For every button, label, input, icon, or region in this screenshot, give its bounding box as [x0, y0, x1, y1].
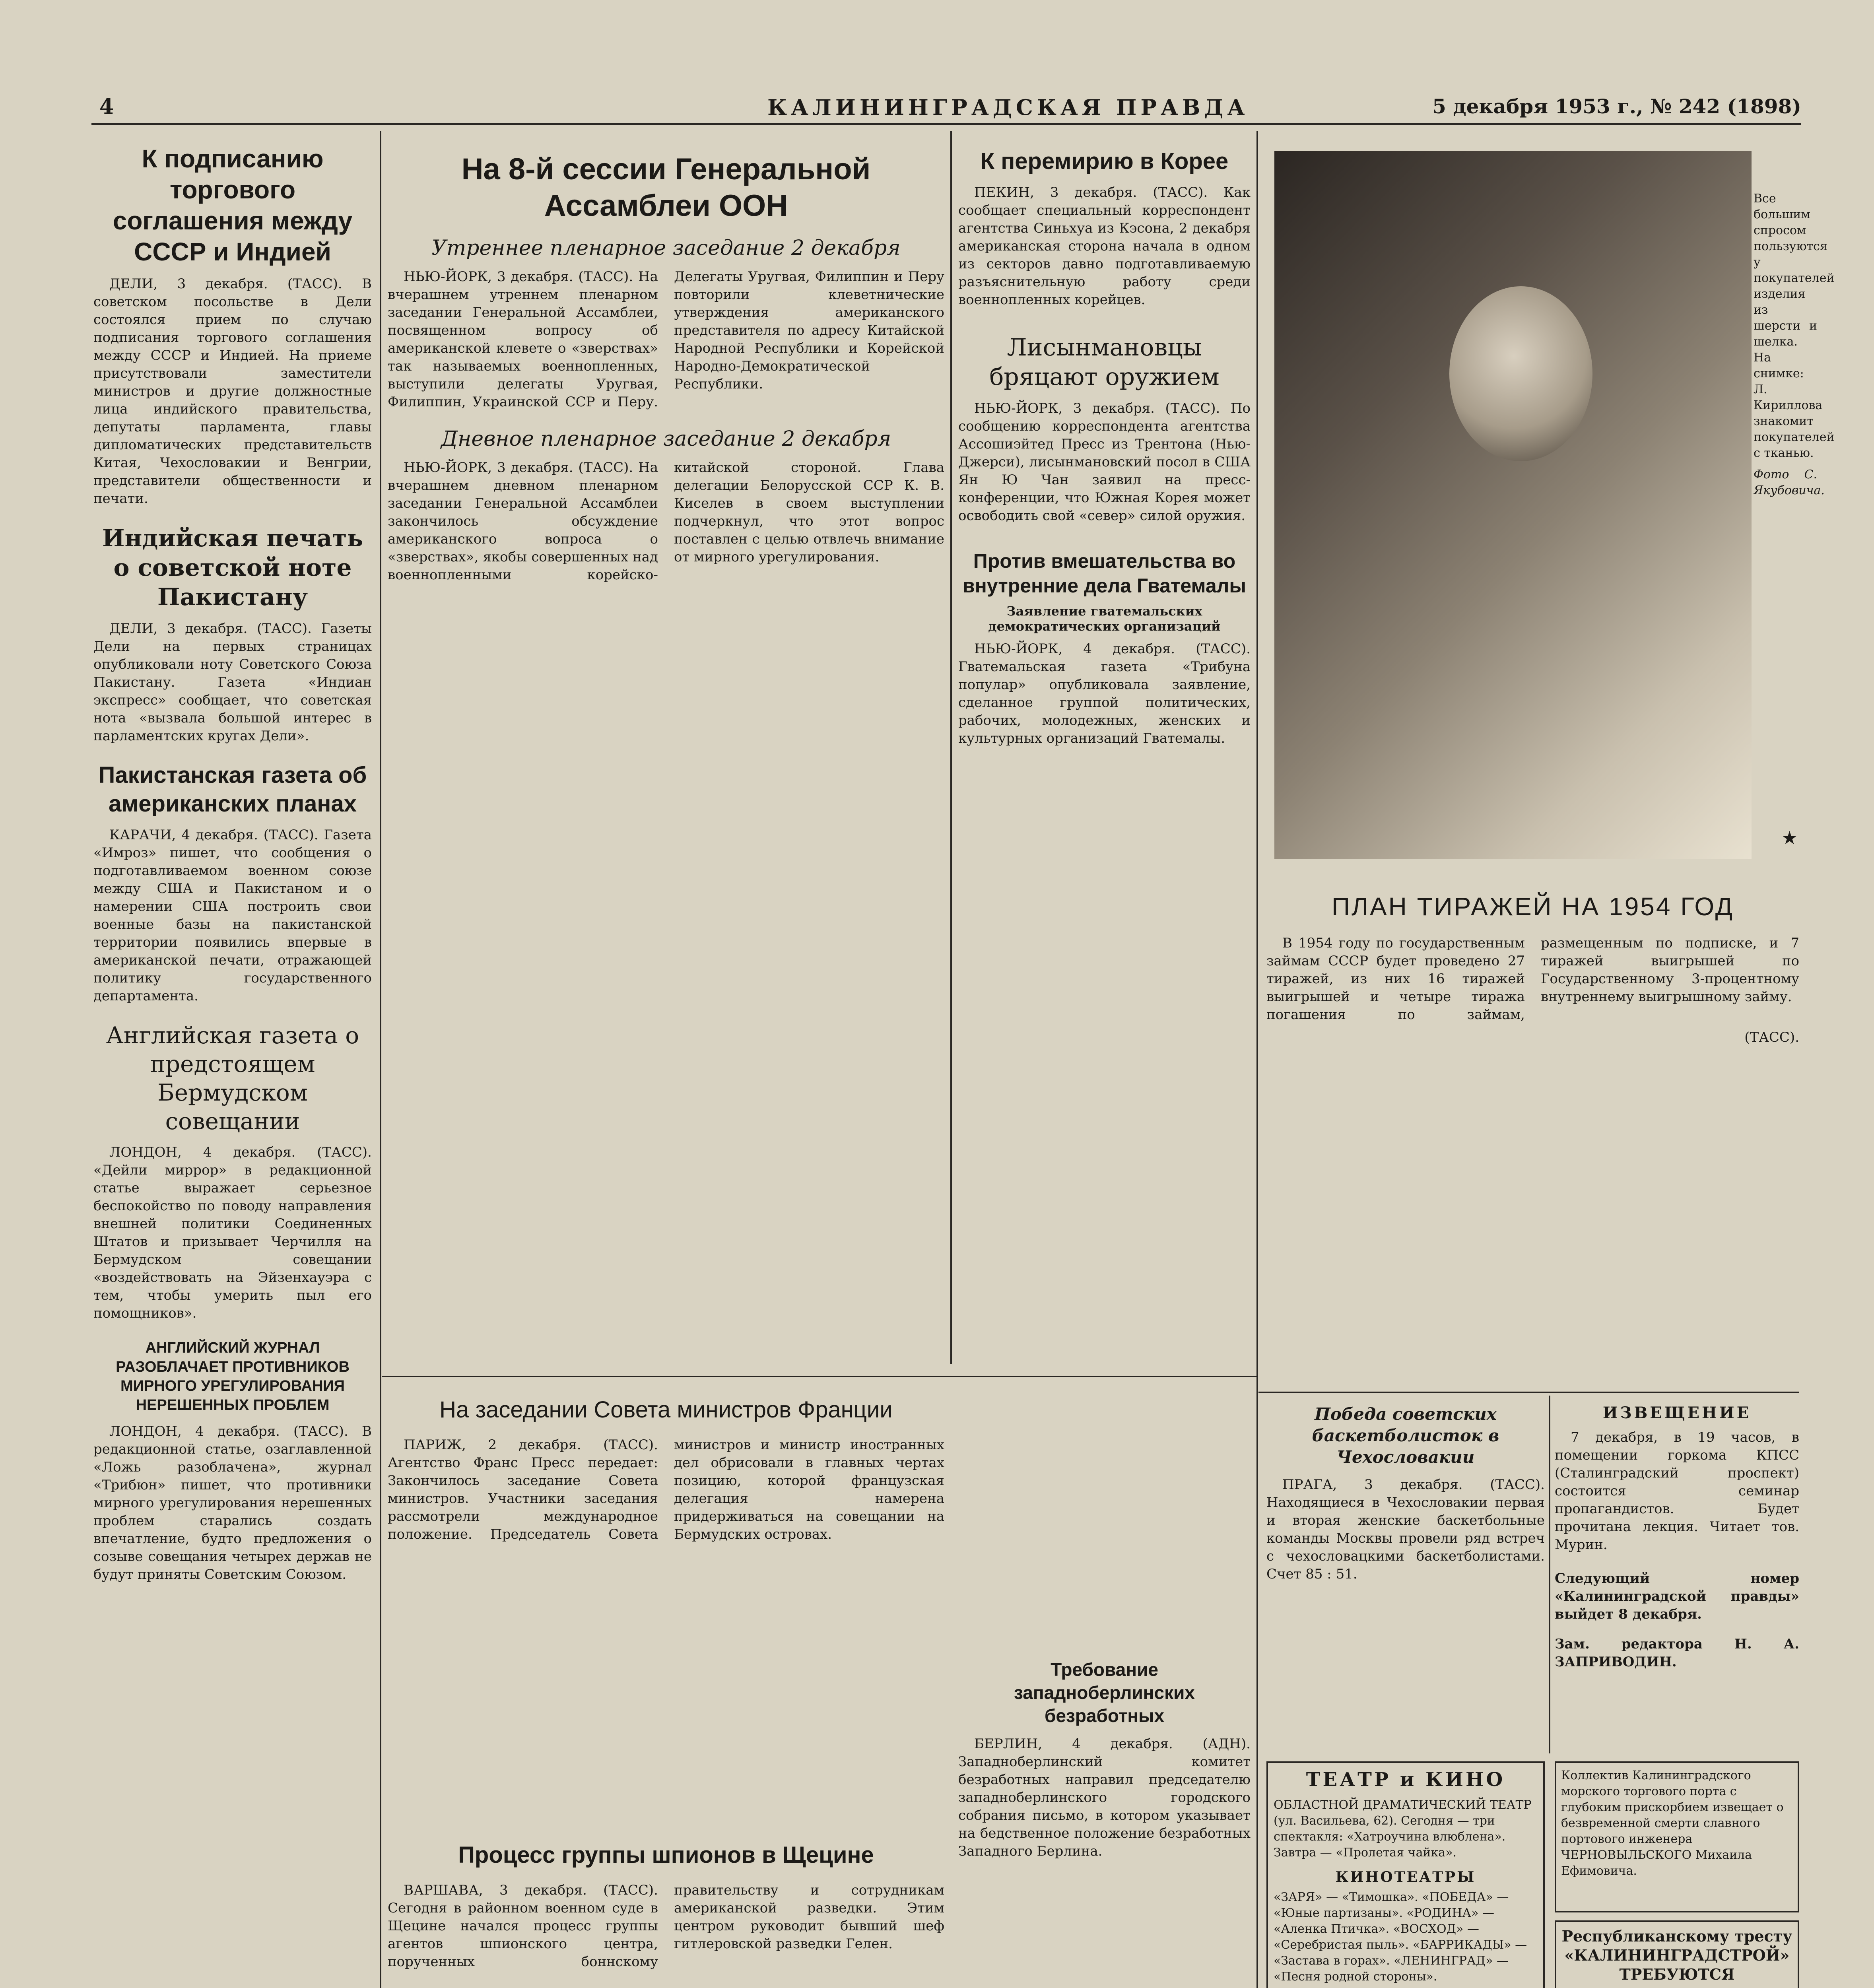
article-text: БЕРЛИН, 4 декабря. (АДН). Западноберлинский комитет безработных направил председателю западноберлинского городского собрания письмо, в котором указывает на бедственное положение безработных Западного Берлина.	[958, 1736, 1251, 1859]
obituary-box	[1555, 1761, 1799, 1912]
editor-line: Зам. редактора Н. А. ЗАПРИВОДИН.	[1555, 1636, 1799, 1670]
france-article	[388, 1384, 944, 1821]
draws-plan	[1266, 887, 1799, 1384]
article-subtitle: Утреннее пленарное заседание 2 декабря	[431, 236, 901, 260]
article-text: ВАРШАВА, 3 декабря. (ТАСС). Сегодня в районном военном суде в Щецине начался процесс группы агентов шпионского центра, порученных боннскому правительству и сотрудникам американской разведки. Этим центром руководит бывший шеф гитлеровской разведки Гелен.	[388, 1882, 944, 1970]
column-rule	[1256, 131, 1258, 1988]
article-title: АНГЛИЙСКИЙ ЖУРНАЛ РАЗОБЛАЧАЕТ ПРОТИВНИКОВ МИРНОГО УРЕГУЛИРОВАНИЯ НЕРЕШЕННЫХ ПРОБЛЕМ	[116, 1340, 350, 1413]
article-title: Пакистанская газета об американских планах	[98, 762, 367, 817]
article-title: Лисынмановцы бряцают оружием	[989, 334, 1220, 391]
star-icon: ★	[1781, 827, 1798, 848]
column-rule	[1549, 1396, 1550, 1753]
section-rule	[1258, 1392, 1799, 1393]
article-text: НЬЮ-ЙОРК, 4 декабря. (ТАСС). Гватемальская газета «Трибуна популар» опубликовала заявление, сделанное группой политических, рабочих, молодежных, женских и культурных организаций Гватемалы.	[958, 641, 1251, 746]
ad-title: Республиканскому тресту «КАЛИНИНГРАДСТРОЙ» ТРЕБУЮТСЯ	[1561, 1927, 1792, 1983]
source-tag: (ТАСС).	[1744, 1029, 1799, 1045]
column-rule	[380, 131, 381, 1988]
article-title: К подписанию торгового соглашения между СССР и Индией	[113, 144, 353, 266]
page-number: 4	[99, 95, 114, 119]
article-text: НЬЮ-ЙОРК, 3 декабря. (ТАСС). На вчерашнем утреннем пленарном заседании Генеральной Ассамблеи, посвященном вопросу об американской клевете о «зверствах» так называемых военнопленных, выступили делегаты Уругвая, Филиппин, Украинской ССР и Перу. Делегаты Уругвая, Филиппин и Перу повторили клеветнические утверждения американского представителя по адресу Китайской Народной Республики и Корейской Народно-Демократической Республики.	[388, 269, 944, 410]
article-title: Победа советских баскетболисток в Чехословакии	[1312, 1404, 1499, 1467]
theatre-text: ОБЛАСТНОЙ ДРАМАТИЧЕСКИЙ ТЕАТР (ул. Васильева, 62). Сегодня — три спектакля: «Хатроучина влюблена». Завтра — «Пролетая чайка».	[1274, 1798, 1532, 1860]
next-issue: Следующий номер «Калининградской правды» выйдет 8 декабря.	[1555, 1571, 1799, 1622]
notice-text: 7 декабря, в 19 часов, в помещении горкома КПСС (Сталинградский проспект) состоится семинар пропагандистов. Будет прочитана лекция. Читает тов. Мурин.	[1555, 1429, 1799, 1553]
article-title: ПЛАН ТИРАЖЕЙ НА 1954 ГОД	[1331, 892, 1734, 921]
article-title: Требование западноберлинских безработных	[1014, 1659, 1195, 1726]
masthead: КАЛИНИНГРАДСКАЯ ПРАВДА	[767, 95, 1249, 120]
photo-credit: Фото С. Якубовича.	[1754, 468, 1825, 497]
article-title: Против вмешательства во внутренние дела Гватемалы	[962, 550, 1247, 597]
article-title: На заседании Совета министров Франции	[439, 1397, 893, 1423]
article-text: НЬЮ-ЙОРК, 3 декабря. (ТАСС). По сообщению корреспондента агентства Ассошиэйтед Пресс из Трентона (Нью-Джерси), лисынмановский посол в США Ян Ю Чан заявил на пресс-конференции, что Южная Корея может освободить свой «север» силой оружия.	[958, 400, 1251, 524]
article-text: ДЕЛИ, 3 декабря. (ТАСС). В советском посольстве в Дели состоялся прием по случаю подписания торгового соглашения между СССР и Индией. На приеме присутствовали заместители министров и другие должностные лица индийского правительства, депутаты парламента, главы дипломатических представительств Китая, Чехословакии и Венгрии, представители общественности и печати.	[93, 276, 372, 507]
article-text: ПАРИЖ, 2 декабря. (ТАСС). Агентство Франс Пресс передает: Закончилось заседание Совета министров. Участники заседания рассмотрели международное положение. Председатель Совета министров и министр иностранных дел обрисовали в главных чертах позицию, которой французская делегация намерена придерживаться на совещании на Бермудских островах.	[388, 1437, 944, 1542]
box-title: ТЕАТР и КИНО	[1306, 1769, 1505, 1791]
page-header	[91, 91, 1801, 125]
cinema-text: «ЗАРЯ» — «Тимошка». «ПОБЕДА» — «Юные партизаны». «РОДИНА» — «Аленка Птичка». «ВОСХОД» — «Серебристая пыль». «БАРРИКАДЫ» — «Застава в горах». «ЛЕНИНГРАД» — «Песня родной стороны».	[1274, 1890, 1527, 1984]
notice-block	[1555, 1400, 1799, 1757]
berlin-article	[958, 1650, 1251, 1988]
article-subtitle: Заявление гватемальских демократических организаций	[988, 604, 1221, 634]
column-1	[93, 135, 372, 1988]
article-title: На 8-й сессии Генеральной Ассамблеи ООН	[461, 152, 871, 223]
article-text: КАРАЧИ, 4 декабря. (ТАСС). Газета «Имроз» пишет, что сообщения о подготавливаемом военном союзе между США и Пакистаном и о намерении США построить свои военные базы на пакистанской территории появились впервые в американской печати, отражающей политику государственного департамента.	[93, 827, 372, 1004]
box-title: КИНОТЕАТРЫ	[1335, 1869, 1476, 1885]
article-text: ПРАГА, 3 декабря. (ТАСС). Находящиеся в Чехословакии первая и вторая женские баскетбольные команды Москвы провели ряд встреч с чехословацкими баскетболистами. Счет 85 : 51.	[1266, 1477, 1545, 1582]
column-2	[388, 135, 944, 1368]
article-text: ПЕКИН, 3 декабря. (ТАСС). Как сообщает специальный корреспондент агентства Синьхуа из Кэсона, 2 декабря американская сторона начала в одном из секторов давно подготавливаемую разъяснительную работу среди военнопленных корейцев.	[958, 184, 1251, 308]
basketball-article	[1266, 1400, 1545, 1757]
portrait-figure	[1449, 286, 1592, 461]
article-text: ЛОНДОН, 4 декабря. (ТАСС). В редакционной статье, озаглавленной «Ложь разоблачена», журнал «Трибюн» пишет, что противники мирного урегулирования нерешенных проблем старались создать впечатление, будто предложения о созыве совещания четырех держав не будут приняты Советским Союзом.	[93, 1423, 372, 1582]
article-title: Индийская печать о советской ноте Пакистану	[102, 524, 363, 611]
article-title: Процесс группы шпионов в Щецине	[458, 1842, 874, 1868]
obituary-text: Коллектив Калининградского морского торгового порта с глубоким прискорбием извещает о безвременной смерти славного портового инженера ЧЕРНОВЫЛЬСКОГО Михаила Ефимовича.	[1561, 1769, 1784, 1878]
notice-title: ИЗВЕЩЕНИЕ	[1602, 1404, 1752, 1422]
article-title: К перемирию в Корее	[980, 148, 1229, 174]
trust-ad	[1555, 1920, 1799, 1988]
article-title: Английская газета о предстоящем Бермудском совещании	[106, 1022, 359, 1135]
photo-caption	[1754, 191, 1835, 867]
article-subtitle: Дневное пленарное заседание 2 декабря	[441, 427, 891, 451]
issue-date: 5 декабря 1953 г., № 242 (1898)	[1432, 95, 1801, 118]
caption-text: Все большим спросом пользуются у покупателей изделия из шерсти и шелка. На снимке: Л. Кириллова знакомит покупателей с тканью.	[1754, 192, 1835, 460]
article-text: В 1954 году по государственным займам СССР будет проведено 27 тиражей, из них 16 тиражей выигрышей и четыре тиража погашения по займам, размещенным по подписке, и 7 тиражей выигрышей по Государственному 3-процентному внутреннему выигрышному займу.	[1266, 935, 1799, 1023]
column-rule	[950, 131, 952, 1364]
article-text: ДЕЛИ, 3 декабря. (ТАСС). Газеты Дели на первых страницах опубликовали ноту Советского Союза Пакистану. Газета «Индиан экспресс» сообщает, что советская нота «вызвала большой интерес в парламентских кругах Дели».	[93, 621, 372, 744]
article-text: ЛОНДОН, 4 декабря. (ТАСС). «Дейли миррор» в редакционной статье выражает серьезное беспокойство по поводу направления внешней политики Соединенных Штатов и призывает Черчилля на Бермудском совещании «воздействовать на Эйзенхауэра с тем, чтобы умерить пыл его помощников».	[93, 1144, 372, 1321]
store-photo	[1274, 151, 1752, 859]
article-text: НЬЮ-ЙОРК, 3 декабря. (ТАСС). На вчерашнем дневном пленарном заседании Генеральной Ассамблеи закончилось обсуждение американского вопроса о «зверствах», якобы совершенных над военнопленными корейско-китайской стороной. Глава делегации Белорусской ССР К. В. Киселев в своем выступлении подчеркнул, что этот вопрос поставлен с целью отвлечь внимание от мирного урегулирования.	[388, 460, 944, 583]
theatre-box	[1266, 1761, 1545, 1988]
spy-trial-article	[388, 1829, 944, 1988]
